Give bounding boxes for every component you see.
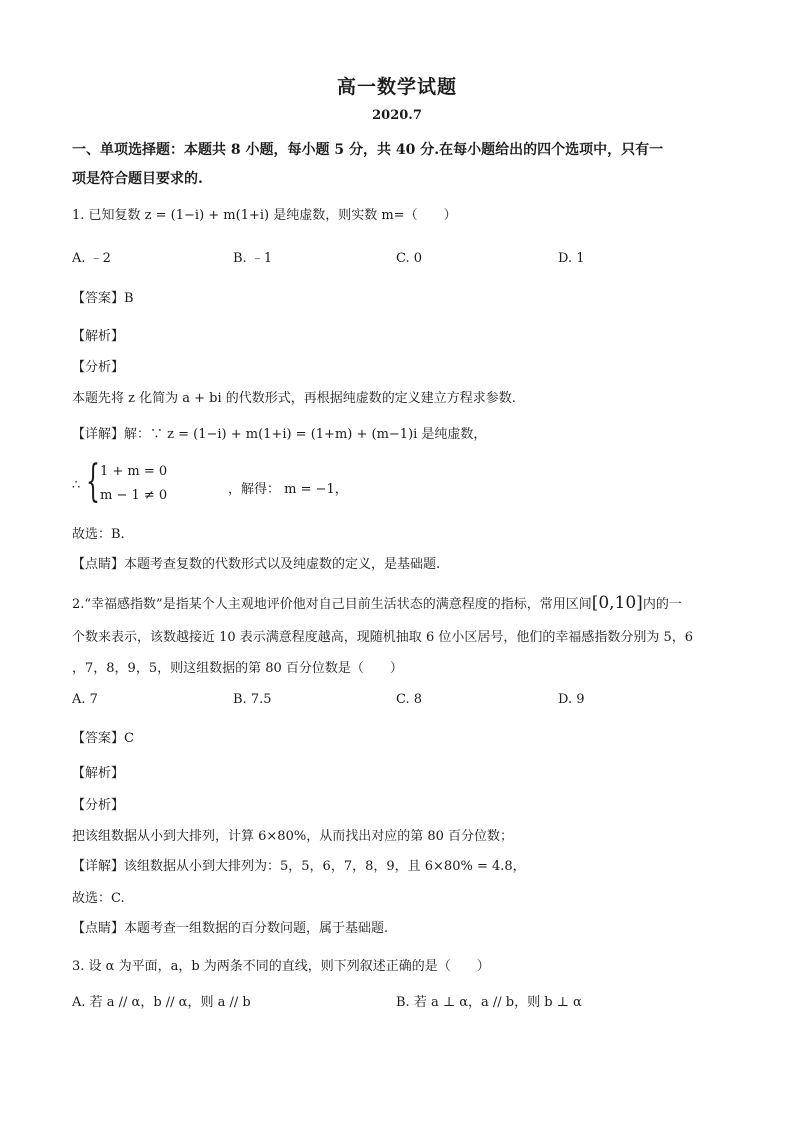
q2-interval: [0,10] — [591, 593, 643, 613]
therefore-symbol: ∴ — [72, 478, 81, 493]
q2-stem-line2: 个数来表示，该数越接近 10 表示满意程度越高，现随机抽取 6 位小区居号，他们的幸福感指数分别为 5，6 — [72, 630, 694, 645]
q3-option-b: B. 若 a ⊥ α，a // b，则 b ⊥ α — [396, 995, 582, 1010]
brace-symbol: { — [86, 456, 100, 507]
q1-option-c: C. 0 — [396, 251, 423, 266]
exam-date: 2020.7 — [372, 108, 422, 123]
q2-analysis-label: 【解析】 — [72, 766, 125, 781]
q2-fenxi-label: 【分析】 — [72, 798, 125, 813]
q1-stem: 1. 已知复数 z = (1−i) + m(1+i) 是纯虚数，则实数 m=（ ） — [72, 208, 457, 223]
q2-stem-line1-a: 2.“幸福感指数”是指某个人主观地评价他对自己目前生活状态的满意程度的指标，常用区间 — [72, 597, 592, 612]
q2-option-a: A. 7 — [72, 692, 98, 707]
section-heading-line1: 一、单项选择题：本题共 8 小题，每小题 5 分，共 40 分.在每小题给出的四个选项中，只有一 — [72, 142, 664, 158]
q2-stem-line3: ，7，8，9，5，则这组数据的第 80 百分位数是（ ） — [72, 661, 403, 676]
section-heading-line2: 项是符合题目要求的. — [72, 171, 203, 187]
q2-option-b: B. 7.5 — [233, 692, 272, 707]
q2-answer: 【答案】C — [72, 731, 134, 746]
q1-analysis-label: 【解析】 — [72, 329, 125, 344]
q3-stem: 3. 设 α 为平面，a，b 为两条不同的直线，则下列叙述正确的是（ ） — [72, 959, 490, 974]
q2-stem-line1-b: 内的一 — [642, 597, 682, 612]
q1-fenxi-text: 本题先将 z 化简为 a + bi 的代数形式，再根据纯虚数的定义建立方程求参数. — [72, 391, 516, 406]
q1-solve-text: ，解得： m = −1， — [228, 482, 348, 497]
q1-equation-1: 1 + m = 0 — [100, 464, 168, 479]
q1-detail: 【详解】解：∵ z = (1−i) + m(1+i) = (1+m) + (m−1)i 是纯虚数， — [72, 427, 487, 442]
page-title: 高一数学试题 — [336, 76, 457, 98]
q2-choose: 故选：C. — [72, 891, 125, 906]
q1-option-a: A. ﹣2 — [72, 251, 111, 266]
q2-option-c: C. 8 — [396, 692, 423, 707]
q3-option-a: A. 若 a // α，b // α，则 a // b — [72, 995, 251, 1010]
q2-fenxi-text: 把该组数据从小到大排列，计算 6×80%，从而找出对应的第 80 百分位数； — [72, 829, 513, 844]
q2-stem-line1 — [72, 594, 682, 614]
q2-detail: 【详解】该组数据从小到大排列为：5，5，6，7，8，9，且 6×80% = 4.8， — [72, 859, 526, 874]
q1-answer: 【答案】B — [72, 291, 134, 306]
q2-comment: 【点睛】本题考查一组数据的百分数问题，属于基础题. — [72, 921, 389, 936]
q1-fenxi-label: 【分析】 — [72, 360, 125, 375]
q1-choose: 故选：B. — [72, 527, 125, 542]
q2-option-d: D. 9 — [558, 692, 585, 707]
q1-equation-2: m − 1 ≠ 0 — [100, 488, 168, 503]
q1-option-b: B. ﹣1 — [233, 251, 273, 266]
q1-comment: 【点睛】本题考查复数的代数形式以及纯虚数的定义，是基础题. — [72, 557, 441, 572]
q1-option-d: D. 1 — [558, 251, 585, 266]
